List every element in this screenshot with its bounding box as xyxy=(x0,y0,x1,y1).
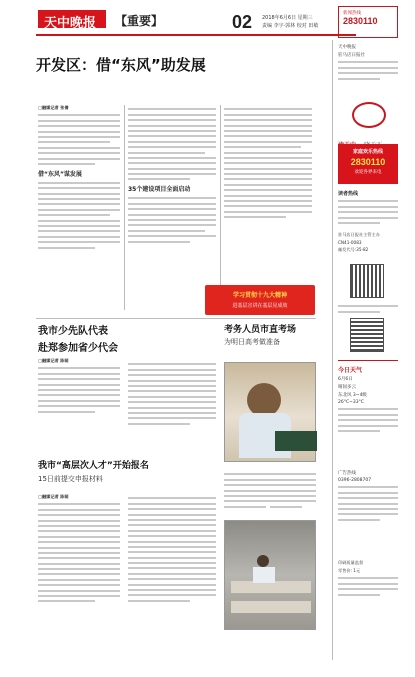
price-line: 零售价: 1元 xyxy=(338,568,361,573)
phone-number: 0396-2808707 xyxy=(338,478,372,483)
footer-block xyxy=(338,560,398,599)
sidebar xyxy=(338,0,415,677)
divider xyxy=(332,40,333,660)
main-headline xyxy=(36,54,206,86)
divider xyxy=(220,105,221,310)
reader-section xyxy=(338,190,398,227)
weather-line: 26°C~33°C xyxy=(338,400,365,405)
weather-line: 东北风 3~4级 xyxy=(338,393,367,398)
story-young-title-1: 我市少先队代表 xyxy=(38,326,108,337)
main-story-col3 xyxy=(224,105,312,310)
banner-line-2: 进基层宣讲在基层见成效 xyxy=(232,303,288,309)
contact-block xyxy=(338,232,398,253)
main-headline-text: 开发区：借“东风”助发展 xyxy=(36,56,206,74)
qr-code xyxy=(350,318,384,352)
red-banner xyxy=(205,285,315,315)
masthead-rule xyxy=(36,34,356,36)
exam-photo-2 xyxy=(224,520,316,630)
person-shirt xyxy=(253,567,275,583)
phone-body xyxy=(338,486,398,520)
ad-block xyxy=(338,44,398,94)
story-young-body xyxy=(38,367,120,412)
person-figure xyxy=(257,555,269,567)
masthead-date: 2018年6月6日 星期三 xyxy=(262,15,313,21)
ad-line: 驻马店日报社 xyxy=(338,53,365,58)
main-story-byline: □融媒记者 张倩 xyxy=(38,105,69,110)
weather-title: 今日天气 xyxy=(338,367,363,374)
red-box-title: 家庭欢乐热线 xyxy=(352,149,383,155)
story-talent-col4 xyxy=(270,470,316,511)
post-code: 邮发代号:35-82 xyxy=(338,247,369,252)
story-talent-col1 xyxy=(38,494,120,606)
ad-body xyxy=(338,61,398,79)
desk-row xyxy=(231,601,311,613)
masthead-brand: 天中晚报 xyxy=(44,16,97,31)
reader-label: 读者热线 xyxy=(338,191,359,197)
weather-block xyxy=(338,360,398,460)
masthead-editors: 责编 李宇·郭林 校对 田敏 xyxy=(262,23,319,29)
main-story-body-4 xyxy=(128,197,216,242)
story-talent-subtitle: 15日前提交申报材料 xyxy=(38,475,103,483)
person-figure xyxy=(247,383,281,417)
red-box-sub: 欢迎各界来电 xyxy=(354,170,382,175)
main-story-col2 xyxy=(128,105,216,310)
main-story-body-3 xyxy=(128,108,216,180)
story-talent-byline: □融媒记者 陈萌 xyxy=(38,494,69,499)
masthead-section: 【重要】 xyxy=(115,14,164,28)
qr-code xyxy=(350,264,384,298)
story-talent xyxy=(38,458,216,494)
story-young-title-2: 赴郑参加省少代会 xyxy=(38,343,118,354)
print-line: 印刷质量监督 xyxy=(338,560,364,565)
subhead-1: 借“东风”谋发展 xyxy=(38,170,82,178)
qr-caption xyxy=(338,302,398,316)
divider xyxy=(124,105,125,310)
desk xyxy=(275,431,317,451)
red-promo-box xyxy=(338,144,398,184)
cn-code: CN41-0083 xyxy=(338,240,362,245)
phone-block xyxy=(338,470,398,524)
story-young-byline: □融媒记者 陈萌 xyxy=(38,358,69,363)
hotline-number: 2830110 xyxy=(343,16,378,26)
story-exam-title: 考务人员市直考场 xyxy=(224,325,297,335)
story-talent-title: 我市“高层次人才”开始报名 xyxy=(38,461,149,471)
hotline-box xyxy=(338,6,398,38)
contact-line: 驻马店日报社主管主办 xyxy=(338,232,380,237)
weather-line: 晴间多云 xyxy=(338,385,356,390)
main-story-col1 xyxy=(38,105,120,310)
red-box-number: 2830110 xyxy=(350,157,386,167)
story-young-body-col2 xyxy=(128,360,216,428)
hotline-label: 新闻热线 xyxy=(343,11,361,16)
phone-label: 广告热线 xyxy=(338,471,356,476)
story-talent-col2 xyxy=(128,494,216,605)
main-story-body-5 xyxy=(224,108,312,218)
main-story-body-1 xyxy=(38,114,120,165)
reader-body xyxy=(338,200,398,224)
logo-mark xyxy=(352,102,386,128)
divider xyxy=(36,318,316,319)
ad-line: 天中晚报 xyxy=(338,45,356,50)
subhead-2: 35个建设项目全面启动 xyxy=(128,186,191,194)
banner-line-1: 学习贯彻十九大精神 xyxy=(232,292,287,299)
exam-photo-1 xyxy=(224,362,316,462)
weather-date: 6月6日 xyxy=(338,377,353,382)
page-number: 02 xyxy=(232,12,253,32)
footer-body xyxy=(338,577,398,595)
story-exam xyxy=(224,322,316,357)
story-talent-body-1 xyxy=(38,503,120,602)
weather-body xyxy=(338,408,398,432)
masthead-brand-box xyxy=(38,10,106,31)
main-story-body-2 xyxy=(38,182,120,249)
story-exam-subtitle: 为明日高考做准备 xyxy=(224,338,280,346)
